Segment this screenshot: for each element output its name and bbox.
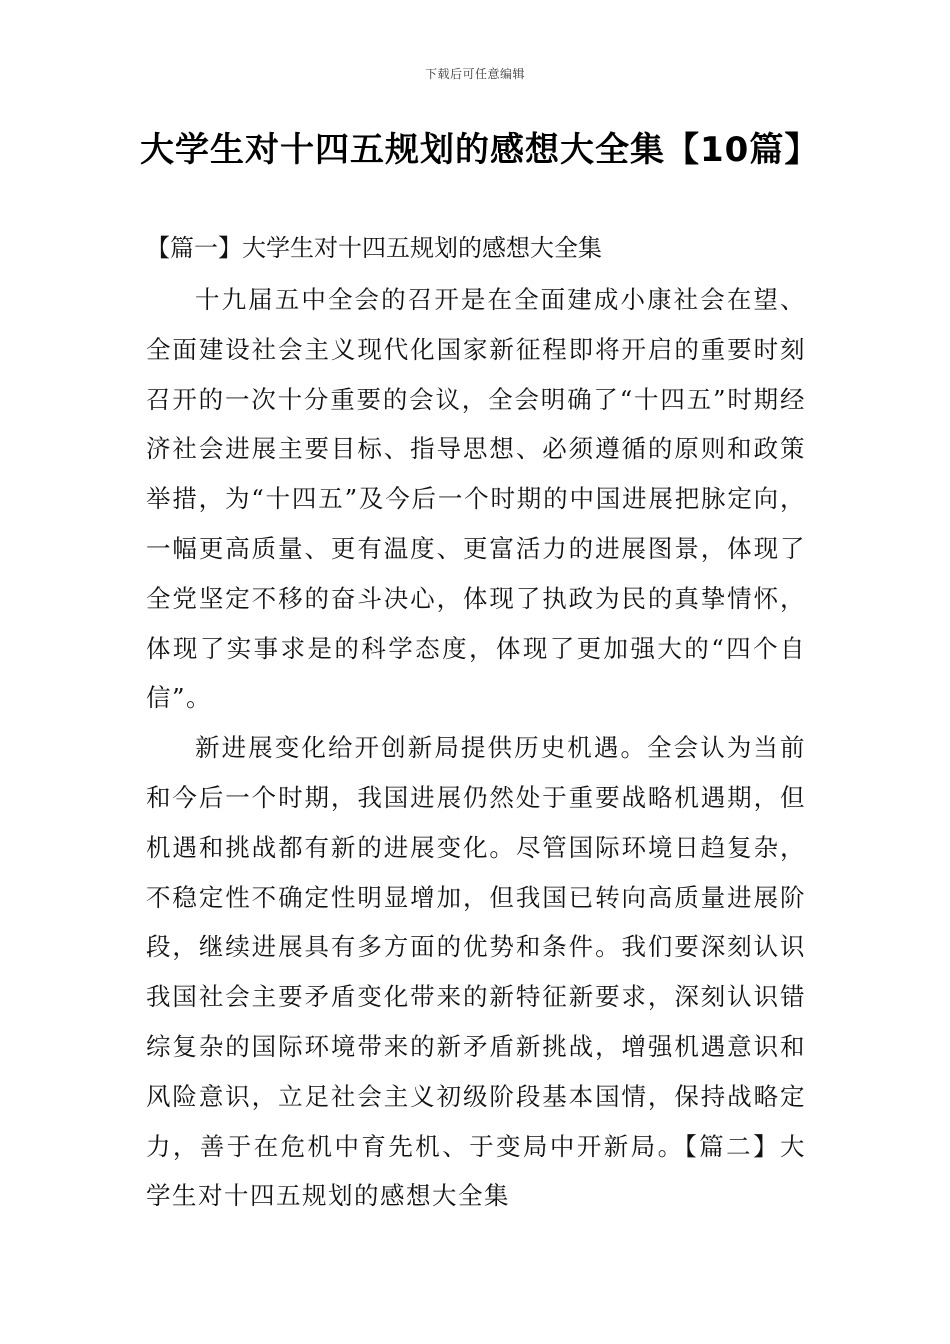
section-heading: 【篇一】大学生对十四五规划的感想大全集 — [146, 234, 602, 262]
paragraph-2: 新进展变化给开创新局提供历史机遇。全会认为当前和今后一个时期，我国进展仍然处于重要战略机遇期，但机遇和挑战都有新的进展变化。尽管国际环境日趋复杂，不稳定性不确定性明显增加，但我国已转向高质量进展阶段，继续进展具有多方面的优势和条件。我们要深刻认识我国社会主要矛盾变化带来的新特征新要求，深刻认识错综复杂的国际环境带来的新矛盾新挑战，增强机遇意识和风险意识，立足社会主义初级阶段基本国情，保持战略定力，善于在危机中育先机、于变局中开新局。【篇二】大学生对十四五规划的感想大全集 — [146, 733, 806, 1211]
header-note: 下载后可任意编辑 — [424, 67, 525, 81]
document-body — [146, 275, 806, 1221]
paragraph-1: 十九届五中全会的召开是在全面建成小康社会在望、全面建设社会主义现代化国家新征程即将开启的重要时刻召开的一次十分重要的会议，全会明确了“十四五”时期经济社会进展主要目标、指导思想、必须遵循的原则和政策举措，为“十四五”及今后一个时期的中国进展把脉定向，一幅更高质量、更有温度、更富活力的进展图景，体现了全党坚定不移的奋斗决心，体现了执政为民的真挚情怀，体现了实事求是的科学态度，体现了更加强大的“四个自信”。 — [146, 285, 806, 713]
document-title: 大学生对十四五规划的感想大全集【10篇】 — [140, 130, 820, 170]
